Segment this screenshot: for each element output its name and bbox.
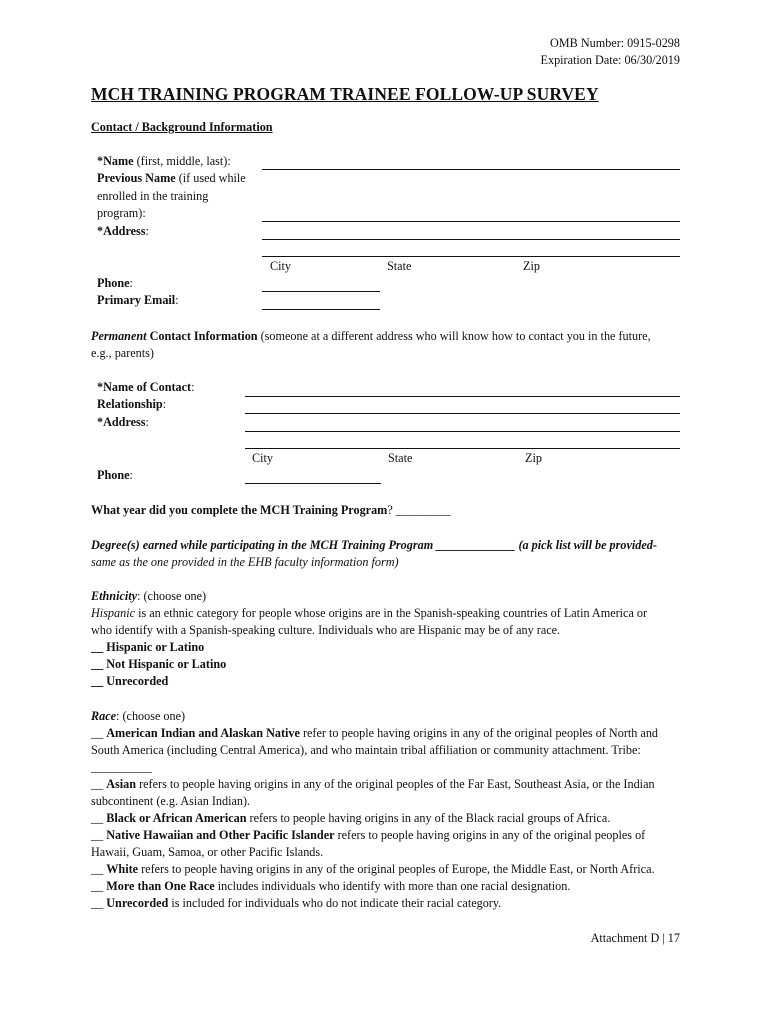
- prev-name-row: [97, 171, 246, 186]
- omb-number: OMB Number: 0915-0298: [550, 36, 680, 50]
- race-blank: __: [91, 726, 107, 740]
- race-blank: __: [91, 828, 107, 842]
- race-unrec-label: Unrecorded: [106, 896, 169, 910]
- permanent-desc: (someone at a different address who will know how to contact you in the future,: [257, 329, 651, 343]
- race-nhpi-def-2: Hawaii, Guam, Samoa, or other Pacific Islands.: [91, 845, 324, 859]
- perm-phone-input-line[interactable]: [245, 483, 381, 484]
- email-label: Primary Email: [97, 293, 176, 307]
- contact-name-input-line[interactable]: [245, 396, 680, 397]
- relationship-row: Relationship:: [97, 397, 167, 411]
- race-aian-label: American Indian and Alaskan Native: [106, 726, 300, 740]
- race-option-multi[interactable]: [91, 879, 570, 894]
- permanent-heading: Contact Information: [146, 329, 258, 343]
- race-white-def: refers to people having origins in any of the original peoples of Europe, the Middle East, or North Africa.: [138, 862, 655, 876]
- name-hint: (first, middle, last):: [133, 154, 231, 168]
- year-question-label: What year did you complete the MCH Training Program: [91, 503, 388, 517]
- address-label: *Address: [97, 224, 146, 238]
- email-label-row: Primary Email:: [97, 293, 179, 307]
- perm-address-row: *Address:: [97, 415, 149, 429]
- year-question[interactable]: [91, 503, 451, 518]
- permanent-word: Permanent: [91, 329, 147, 343]
- page-footer: Attachment D | 17: [590, 931, 680, 945]
- contact-name-row: *Name of Contact:: [97, 380, 195, 394]
- relationship-label: Relationship: [97, 397, 163, 411]
- perm-city-caption: City: [252, 451, 273, 465]
- race-choose: : (choose one): [116, 709, 186, 723]
- zip-caption: Zip: [523, 259, 540, 273]
- name-label: *Name: [97, 154, 134, 168]
- race-option-black[interactable]: [91, 811, 610, 826]
- address-input-line-1[interactable]: [262, 239, 680, 240]
- state-caption: State: [387, 259, 412, 273]
- email-input-line[interactable]: [262, 309, 380, 310]
- hispanic-word: Hispanic: [91, 606, 136, 620]
- race-nhpi-label: Native Hawaiian and Other Pacific Islander: [106, 828, 335, 842]
- perm-address-label: *Address: [97, 415, 146, 429]
- race-blank: __: [91, 777, 107, 791]
- race-heading: [91, 709, 185, 724]
- degree-question-line-2: same as the one provided in the EHB faculty information form): [91, 555, 399, 569]
- ethnicity-option-unrecorded[interactable]: __ Unrecorded: [91, 674, 169, 688]
- race-option-white[interactable]: [91, 862, 655, 877]
- race-multi-label: More than One Race: [106, 879, 215, 893]
- ethnicity-def-2: who identify with a Spanish-speaking culture. Individuals who are Hispanic may be of any race.: [91, 623, 561, 637]
- prev-name-input-line[interactable]: [262, 221, 680, 222]
- prev-name-label: Previous Name: [97, 171, 176, 185]
- race-option-unrecorded[interactable]: [91, 896, 501, 911]
- race-aian-def-2: South America (including Central America), and who maintain tribal affiliation or community attachment. Tribe:: [91, 743, 641, 757]
- race-blank: __: [91, 879, 107, 893]
- perm-address-input-line-2[interactable]: [245, 448, 680, 449]
- race-nhpi-def-1: refers to people having origins in any of the original peoples of: [334, 828, 646, 842]
- permanent-heading-row: [91, 329, 651, 344]
- race-option-nhpi[interactable]: [91, 828, 645, 843]
- ethnicity-choose: : (choose one): [137, 589, 207, 603]
- degree-question[interactable]: [91, 538, 657, 553]
- race-asian-def-2: subcontinent (e.g. Asian Indian).: [91, 794, 251, 808]
- ethnicity-label: Ethnicity: [91, 589, 138, 603]
- ethnicity-option-hispanic[interactable]: __ Hispanic or Latino: [91, 640, 205, 654]
- ethnicity-heading: [91, 589, 206, 604]
- race-aian-def-1: refer to people having origins in any of the original peoples of North and: [299, 726, 659, 740]
- race-blank: __: [91, 811, 107, 825]
- name-input-line[interactable]: [262, 169, 680, 170]
- permanent-desc-2: e.g., parents): [91, 346, 154, 360]
- race-black-def: refers to people having origins in any of the Black racial groups of Africa.: [246, 811, 611, 825]
- degree-question-line-1: Degree(s) earned while participating in the MCH Training Program _____________ (a pick list will be provided-: [91, 538, 657, 552]
- address-label-row: *Address:: [97, 224, 149, 238]
- city-caption: City: [270, 259, 291, 273]
- contact-heading: Contact / Background Information: [91, 120, 273, 134]
- race-asian-label: Asian: [106, 777, 137, 791]
- year-question-blank: ? _________: [387, 503, 451, 517]
- page-title: MCH TRAINING PROGRAM TRAINEE FOLLOW-UP SURVEY: [91, 84, 599, 104]
- tribe-blank[interactable]: __________: [91, 760, 152, 774]
- race-white-label: White: [106, 862, 139, 876]
- ethnicity-def-text: is an ethnic category for people whose origins are in the Spanish-speaking countries of Latin America or: [135, 606, 648, 620]
- prev-name-hint-2: enrolled in the training: [97, 189, 209, 203]
- race-blank: __: [91, 862, 107, 876]
- race-label: Race: [91, 709, 117, 723]
- race-option-aian[interactable]: [91, 726, 658, 741]
- race-asian-def-1: refers to people having origins in any of the original peoples of the Far East, Southeast Asia, or the Indian: [136, 777, 655, 791]
- phone-input-line[interactable]: [262, 291, 380, 292]
- perm-zip-caption: Zip: [525, 451, 542, 465]
- phone-label: Phone: [97, 276, 130, 290]
- race-multi-def: includes individuals who identify with more than one racial designation.: [214, 879, 571, 893]
- race-blank: __: [91, 896, 107, 910]
- race-black-label: Black or African American: [106, 811, 247, 825]
- race-option-asian[interactable]: [91, 777, 655, 792]
- contact-name-label: *Name of Contact: [97, 380, 192, 394]
- prev-name-hint-3: program):: [97, 206, 146, 220]
- expiration-date: Expiration Date: 06/30/2019: [540, 53, 680, 67]
- ethnicity-option-not-hispanic[interactable]: __ Not Hispanic or Latino: [91, 657, 227, 671]
- perm-phone-row: Phone:: [97, 468, 133, 482]
- phone-label-row: Phone:: [97, 276, 133, 290]
- ethnicity-def-1: [91, 606, 647, 621]
- perm-address-input-line-1[interactable]: [245, 431, 680, 432]
- relationship-input-line[interactable]: [245, 413, 680, 414]
- race-unrec-def: is included for individuals who do not indicate their racial category.: [168, 896, 502, 910]
- perm-phone-label: Phone: [97, 468, 130, 482]
- perm-state-caption: State: [388, 451, 413, 465]
- name-label-row: [97, 154, 231, 169]
- prev-name-hint: (if used while: [175, 171, 246, 185]
- address-input-line-2[interactable]: [262, 256, 680, 257]
